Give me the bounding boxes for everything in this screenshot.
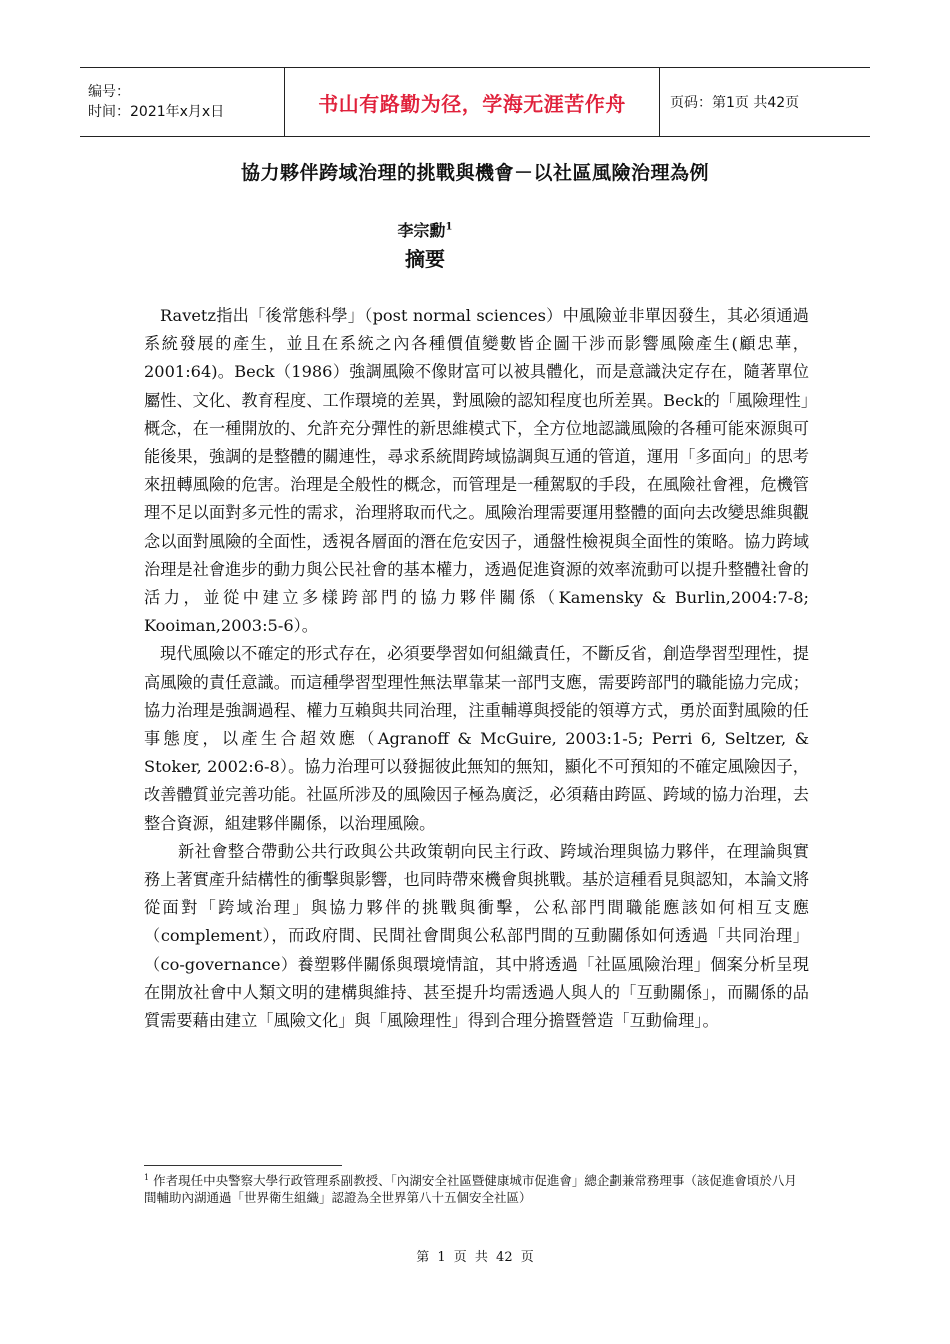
author-footnote-mark: 1 [445, 221, 453, 233]
author [0, 218, 850, 241]
paragraph: Ravetz指出「後常態科學」（post normal sciences）中風險並非單因發生，其必須通過系統發展的產生，並且在系統之內各種價值變數皆企圖干涉而影響風險產生(顧忠華，2001:64)。Beck（1986）強調風險不像財富可以被具體化，而是意識決定存在，隨著單位屬性、文化、教育程度、工作環境的差異，對風險的認知程度也所差異。Beck的「風險理性」概念，在一種開放的、允許充分彈性的新思維模式下，全方位地認識風險的各種可能來源與可能後果，強調的是整體的關連性，尋求系統間跨域協調與互通的管道，運用「多面向」的思考來扭轉風險的危害。治理是全般性的概念，而管理是一種駕馭的手段，在風險社會裡，危機管理不足以面對多元性的需求，治理將取而代之。風險治理需要運用整體的面向去改變思維與觀念以面對風險的全面性，透視各層面的潛在危安因子，通盤性檢視與全面性的策略。協力跨域治理是社會進步的動力與公民社會的基本權力，透過促進資源的效率流動可以提升整體社會的活力，並從中建立多樣跨部門的協力夥伴關係（Kamensky & Burlin,2004:7-8; Kooiman,2003:5-6）。 [144, 306, 809, 636]
header-motto-cell [285, 68, 660, 136]
date-label: 时间：2021年x月x日 [88, 104, 225, 120]
abstract-heading: 摘要 [405, 247, 445, 271]
page-footer: 第 1 页 共 42 页 [416, 1250, 534, 1265]
motto: 书山有路勤为径，学海无涯苦作舟 [318, 91, 626, 116]
footnote [144, 1169, 804, 1206]
footnote-mark: 1 [144, 1173, 150, 1182]
header-page-cell [660, 68, 870, 136]
paragraph: 現代風險以不確定的形式存在，必須要學習如何組織責任，不斷反省，創造學習型理性，提高風險的責任意識。而這種學習型理性無法單靠某一部門支應，需要跨部門的職能協力完成；協力治理是強調過程、權力互賴與共同治理，注重輔導與授能的領導方式，勇於面對風險的任事態度，以產生合超效應（Agranoff & McGuire, 2003:1-5; Perri 6, Seltzer, & Stoker, 2002:6-8）。協力治理可以發掘彼此無知的無知，顯化不可預知的不確定風險因子，改善體質並完善功能。社區所涉及的風險因子極為廣泛，必須藉由跨區、跨域的協力治理，去整合資源，組建夥伴關係，以治理風險。 [144, 644, 809, 833]
paragraph: 新社會整合帶動公共行政與公共政策朝向民主行政、跨域治理與協力夥伴，在理論與實務上著實產升結構性的衝擊與影響，也同時帶來機會與挑戰。基於這種看見與認知，本論文將從面對「跨域治理」與協力夥伴的挑戰與衝擊，公私部門間職能應該如何相互支應（complement），而政府間、民間社會間與公私部門間的互動關係如何透過「共同治理」（co-governance）養塑夥伴關係與環境情誼，其中將透過「社區風險治理」個案分析呈現在開放社會中人類文明的建構與維持、甚至提升均需透過人與人的「互動關係」，而關係的品質需要藉由建立「風險文化」與「風險理性」得到合理分擔暨營造「互動倫理」。 [144, 841, 809, 1031]
header-meta-cell [80, 68, 285, 136]
footnote-text: 作者現任中央警察大學行政管理系副教授、「內湖安全社區暨健康城市促進會」總企劃兼常務理事（該促進會頃於八月間輔助內湖通過「世界衛生組織」認證為全世界第八十五個安全社區） [144, 1173, 797, 1206]
document-title: 協力夥伴跨域治理的挑戰與機會－以社區風險治理為例 [240, 162, 709, 184]
footnote-divider [144, 1165, 342, 1166]
page-info: 页码：第1页 共42页 [670, 95, 800, 111]
abstract-body [144, 302, 809, 1035]
header-table [80, 67, 870, 137]
number-label: 编号： [88, 84, 130, 100]
author-name: 李宗勳 [397, 221, 446, 240]
